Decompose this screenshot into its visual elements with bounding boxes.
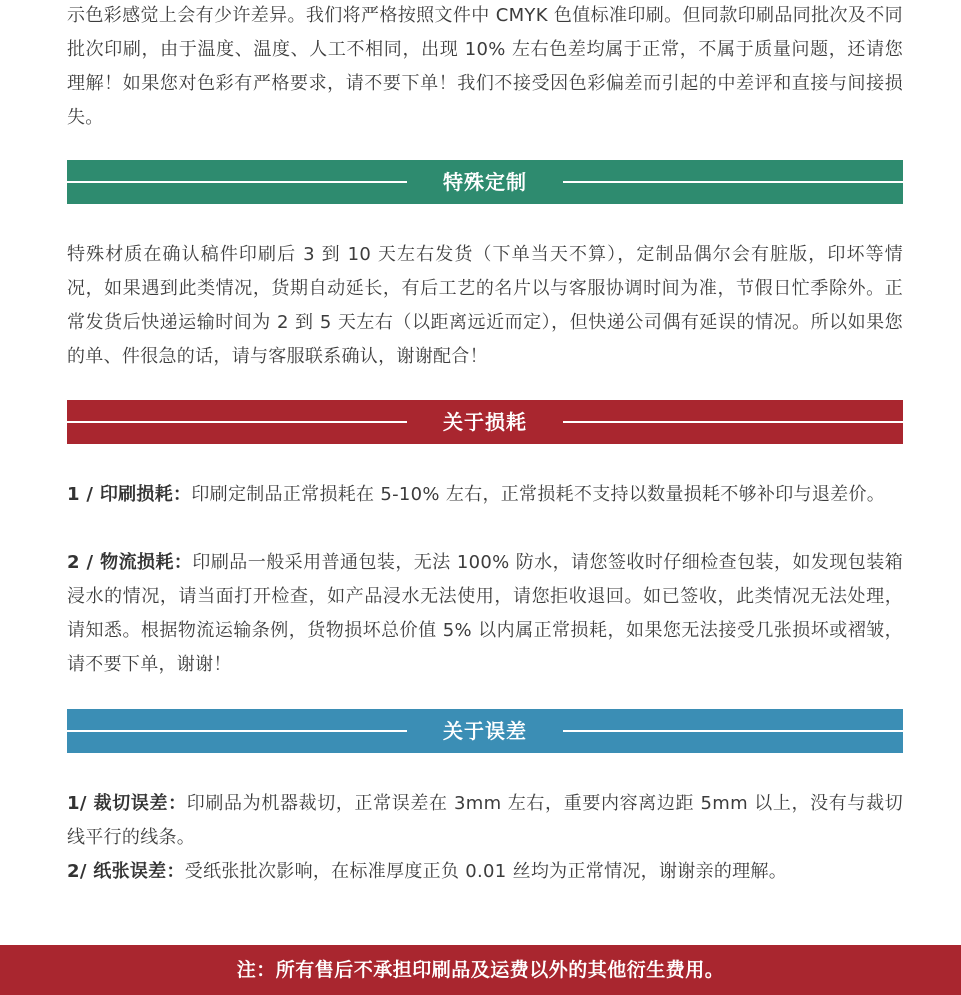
divider-line <box>563 181 903 183</box>
error-item-cutting <box>67 787 903 855</box>
divider-line <box>563 421 903 423</box>
loss-item-logistics <box>67 546 903 682</box>
item-text: 印刷品为机器裁切，正常误差在 3mm 左右，重要内容离边距 5mm 以上，没有与裁切线平行的线条。 <box>67 793 904 848</box>
intro-paragraph: 示色彩感觉上会有少许差异。我们将严格按照文件中 CMYK 色值标准印刷。但同款印刷品同批次及不同批次印刷，由于温度、温度、人工不相同，出现 10% 左右色差均属于正常，不属于质量问题，还请您理解！如果您对色彩有严格要求，请不要下单！我们不接受因色彩偏差而引起的中差评和直接与间接损失。 <box>67 5 903 128</box>
loss-item-printing <box>67 478 903 512</box>
section-header-error <box>67 709 903 753</box>
section-title: 关于损耗 <box>443 410 527 434</box>
item-text: 受纸张批次影响，在标准厚度正负 0.01 丝均为正常情况，谢谢亲的理解。 <box>184 861 788 882</box>
section-title: 特殊定制 <box>443 170 527 194</box>
item-label: 2/ 纸张误差： <box>67 861 185 882</box>
item-text: 印刷定制品正常损耗在 5-10% 左右，正常损耗不支持以数量损耗不够补印与退差价。 <box>191 484 886 505</box>
item-label: 2 / 物流损耗： <box>67 552 193 573</box>
section-title: 关于误差 <box>443 719 527 743</box>
item-label: 1 / 印刷损耗： <box>67 484 192 505</box>
divider-line <box>563 730 903 732</box>
error-item-paper <box>67 855 903 889</box>
section-header-custom <box>67 160 903 204</box>
section-header-loss <box>67 400 903 444</box>
item-label: 1/ 裁切误差： <box>67 793 187 814</box>
item-text: 印刷品一般采用普通包装，无法 100% 防水，请您签收时仔细检查包装，如发现包装箱浸水的情况，请当面打开检查，如产品浸水无法使用，请您拒收退回。如已签收，此类情况无法处理，请知悉。根据物流运输条例，货物损坏总价值 5% 以内属正常损耗，如果您无法接受几张损坏或褶皱，请不要下单，谢谢！ <box>67 552 903 675</box>
custom-paragraph: 特殊材质在确认稿件印刷后 3 到 10 天左右发货（下单当天不算），定制品偶尔会有脏版，印坏等情况，如果遇到此类情况，货期自动延长，有后工艺的名片以与客服协调时间为准，节假日忙季除外。正常发货后快递运输时间为 2 到 5 天左右（以距离远近而定），但快递公司偶有延误的情况。所以如果您的单、件很急的话，请与客服联系确认，谢谢配合！ <box>67 244 903 367</box>
footer-note: 注：所有售后不承担印刷品及运费以外的其他衍生费用。 <box>0 945 961 995</box>
